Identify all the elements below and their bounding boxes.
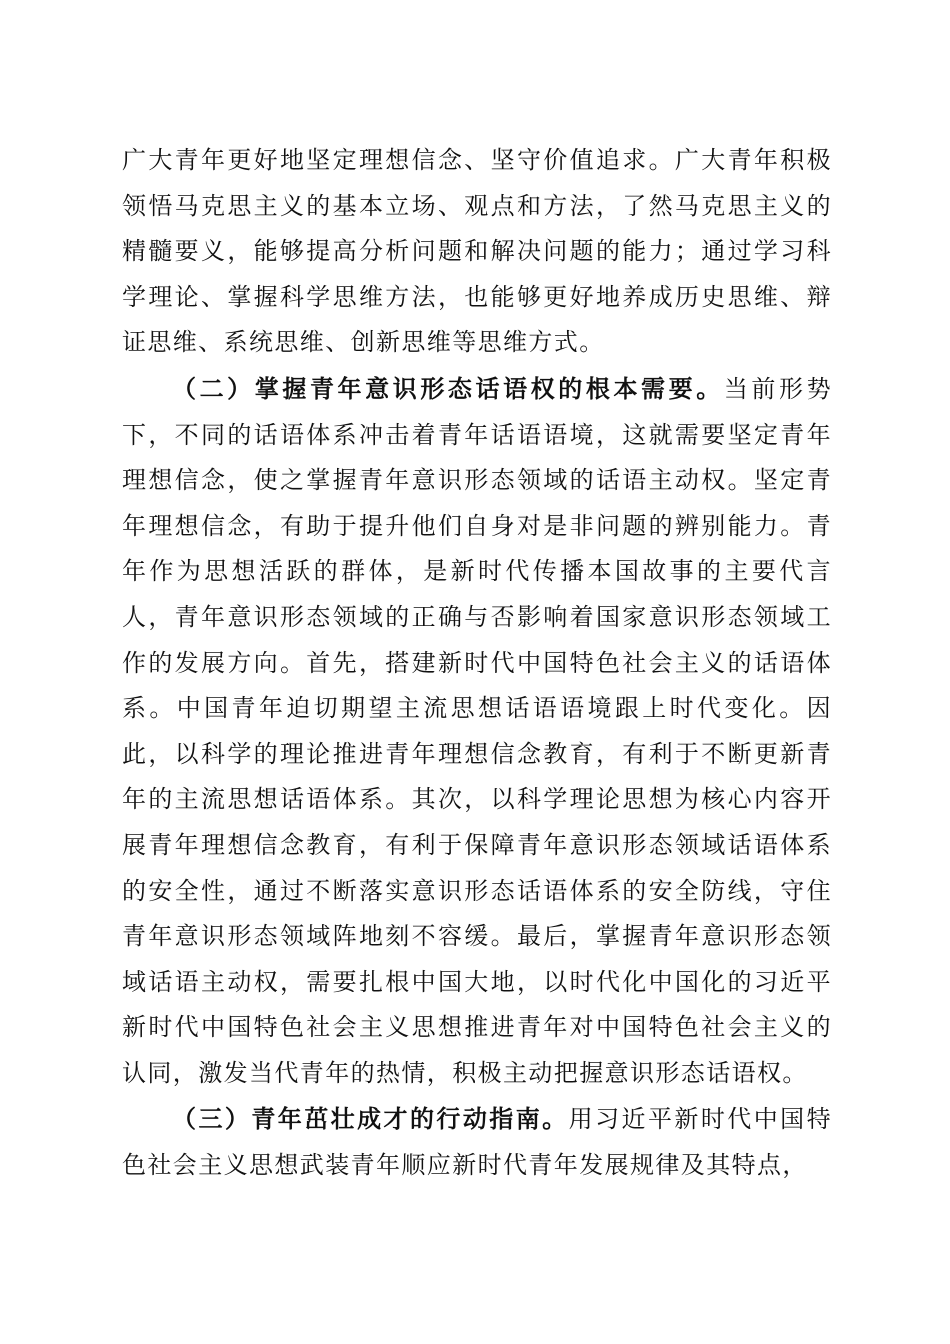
paragraph-section-2 xyxy=(122,366,832,1097)
section-heading: （三）青年茁壮成才的行动指南。 xyxy=(172,1104,569,1134)
paragraph-text: 当前形势下，不同的话语体系冲击着青年话语语境，这就需要坚定青年理想信念，使之掌握青年意识形态领域的话语主动权。坚定青年理想信念，有助于提升他们自身对是非问题的辨别能力。青年作为思想活跃的群体，是新时代传播本国故事的主要代言人，青年意识形态领域的正确与否影响着国家意识形态领域工作的发展方向。首先，搭建新时代中国特色社会主义的话语体系。中国青年迫切期望主流思想话语语境跟上时代变化。因此，以科学的理论推进青年理想信念教育，有利于不断更新青年的主流思想话语体系。其次，以科学理论思想为核心内容开展青年理想信念教育，有利于保障青年意识形态领域话语体系的安全性，通过不断落实意识形态话语体系的安全防线，守住青年意识形态领域阵地刻不容缓。最后，掌握青年意识形态领域话语主动权，需要扎根中国大地，以时代化中国化的习近平新时代中国特色社会主义思想推进青年对中国特色社会主义的认同，激发当代青年的热情，积极主动把握意识形态话语权。 xyxy=(122,374,833,1087)
paragraph-text: 用习近平新时代中国特色社会主义思想武装青年顺应新时代青年发展规律及其特点， xyxy=(122,1105,832,1180)
paragraph-section-3 xyxy=(122,1096,832,1188)
document-body xyxy=(122,138,832,1189)
paragraph-continuation xyxy=(122,138,832,366)
section-heading: （二）掌握青年意识形态话语权的根本需要。 xyxy=(172,373,724,403)
paragraph-text: 广大青年更好地坚定理想信念、坚守价值追求。广大青年积极领悟马克思主义的基本立场、观点和方法，了然马克思主义的精髓要义，能够提高分析问题和解决问题的能力；通过学习科学理论、掌握科学思维方法，也能够更好地养成历史思维、辩证思维、系统思维、创新思维等思维方式。 xyxy=(122,146,832,357)
